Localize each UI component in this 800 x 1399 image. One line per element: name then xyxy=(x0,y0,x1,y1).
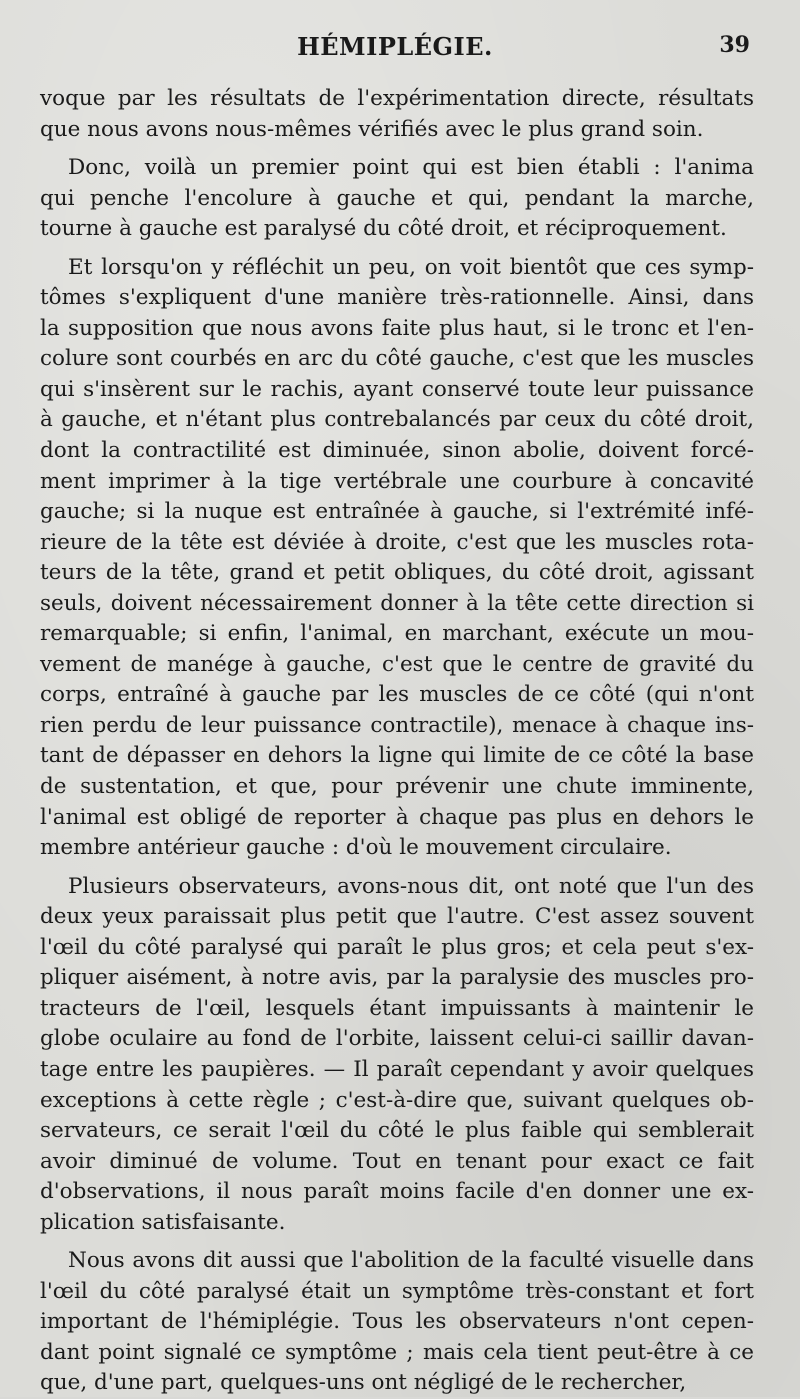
text-line: que, d'une part, quelques-uns ont négligé de le rechercher, xyxy=(40,1370,687,1396)
text-line: avoir diminué de volume. Tout en tenant pour exact ce fait xyxy=(40,1148,754,1174)
text-line: vement de manége à gauche, c'est que le centre de gravité du xyxy=(40,651,754,677)
text-line: gauche; si la nuque est entraînée à gauche, si l'extrémité infé- xyxy=(40,499,754,525)
text-line: qui s'insèrent sur le rachis, ayant conservé toute leur puissance xyxy=(40,376,754,402)
text-line: de sustentation, et que, pour prévenir une chute imminente, xyxy=(40,774,754,800)
text-line: voque par les résultats de l'expérimentation directe, résultats xyxy=(40,86,754,111)
text-line: important de l'hémiplégie. Tous les observateurs n'ont cepen- xyxy=(40,1309,754,1335)
text-line: dant point signalé ce symptôme ; mais cela tient peut-être à ce xyxy=(40,1339,754,1365)
text-line: rien perdu de leur puissance contractile), menace à chaque ins- xyxy=(40,712,754,738)
page-header xyxy=(40,32,750,64)
text-line: qui penche l'encolure à gauche et qui, pendant la marche, xyxy=(40,185,754,211)
text-line: plication satisfaisante. xyxy=(40,1209,286,1235)
text-line: pliquer aisément, à notre avis, par la paralysie des muscles pro- xyxy=(40,965,754,991)
text-line: exceptions à cette règle ; c'est-à-dire que, suivant quelques ob- xyxy=(40,1087,754,1113)
paragraph xyxy=(40,253,754,864)
text-line: servateurs, ce serait l'œil du côté le plus faible qui semblerait xyxy=(40,1118,754,1144)
text-line: d'observations, il nous paraît moins facile d'en donner une ex- xyxy=(40,1179,754,1205)
text-line: deux yeux paraissait plus petit que l'autre. C'est assez souvent xyxy=(40,904,754,930)
text-line: tage entre les paupières. — Il paraît cependant y avoir quelques xyxy=(40,1056,754,1082)
text-line: seuls, doivent nécessairement donner à la tête cette direction si xyxy=(40,590,754,616)
running-title: HÉMIPLÉGIE. xyxy=(297,32,493,61)
text-line: l'œil du côté paralysé qui paraît le plus gros; et cela peut s'ex- xyxy=(40,934,754,960)
text-line: corps, entraîné à gauche par les muscles de ce côté (qui n'ont xyxy=(40,682,754,708)
text-line: l'œil du côté paralysé était un symptôme très-constant et fort xyxy=(40,1278,754,1304)
text-line: Plusieurs observateurs, avons-nous dit, ont noté que l'un des xyxy=(68,873,754,899)
text-line: tracteurs de l'œil, lesquels étant impuissants à maintenir le xyxy=(40,995,754,1021)
text-line: tant de dépasser en dehors la ligne qui limite de ce côté la base xyxy=(40,743,754,769)
paragraph-gap xyxy=(40,1238,754,1246)
text-line: teurs de la tête, grand et petit obliques, du côté droit, agissant xyxy=(40,560,754,586)
text-line: à gauche, et n'étant plus contrebalancés par ceux du côté droit, xyxy=(40,407,754,433)
paragraph-gap xyxy=(40,145,754,153)
text-line: colure sont courbés en arc du côté gauche, c'est que les muscles xyxy=(40,346,754,372)
text-line: remarquable; si enfin, l'animal, en marchant, exécute un mou- xyxy=(40,621,754,647)
paragraph xyxy=(40,153,754,245)
text-line: ment imprimer à la tige vertébrale une courbure à concavité xyxy=(40,468,754,494)
text-line: l'animal est obligé de reporter à chaque pas plus en dehors le xyxy=(40,804,754,830)
text-line: tourne à gauche est paralysé du côté droit, et réciproquement. xyxy=(40,216,727,242)
text-line: Nous avons dit aussi que l'abolition de la faculté visuelle dans xyxy=(68,1248,754,1274)
text-line: globe oculaire au fond de l'orbite, laissent celui-ci saillir davan- xyxy=(40,1026,754,1052)
text-line: tômes s'expliquent d'une manière très-rationnelle. Ainsi, dans xyxy=(40,285,754,311)
text-line: membre antérieur gauche : d'où le mouvement circulaire. xyxy=(40,835,672,861)
paragraph xyxy=(40,872,754,1239)
text-line: dont la contractilité est diminuée, sinon abolie, doivent forcé- xyxy=(40,438,754,464)
paragraph xyxy=(40,1246,754,1399)
paragraph-gap xyxy=(40,864,754,872)
text-line: la supposition que nous avons faite plus haut, si le tronc et l'en- xyxy=(40,315,754,341)
page-number: 39 xyxy=(719,32,750,58)
text-line: que nous avons nous-mêmes vérifiés avec le plus grand soin. xyxy=(40,116,704,142)
paragraph xyxy=(40,84,754,145)
paragraph-gap xyxy=(40,245,754,253)
body-text xyxy=(40,84,754,1399)
text-line: Donc, voilà un premier point qui est bien établi : l'anima xyxy=(68,155,754,181)
text-line: rieure de la tête est déviée à droite, c'est que les muscles rota- xyxy=(40,529,754,555)
text-line: Et lorsqu'on y réfléchit un peu, on voit bientôt que ces symp- xyxy=(68,254,754,280)
